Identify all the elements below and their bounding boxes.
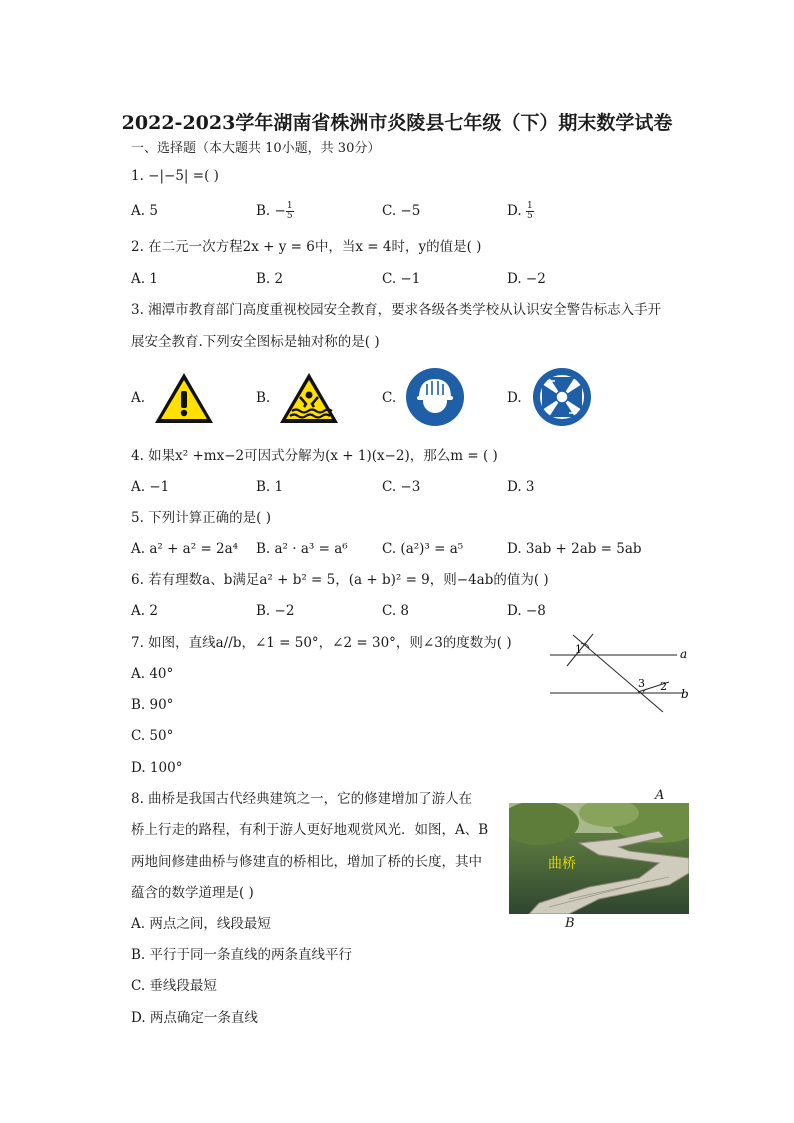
question-1-stem: 1. −|−5| =( ): [131, 168, 219, 184]
q6-option-d: D. −8: [507, 603, 546, 619]
question-6-stem: 6. 若有理数a、b满足a² + b² = 5，(a + b)² = 9，则−4ab的值为( ): [131, 572, 549, 588]
photo-caption: 曲桥: [548, 856, 576, 872]
angle-2-label: 2: [660, 680, 667, 693]
question-8-line1: 8. 曲桥是我国古代经典建筑之一，它的修建增加了游人在: [131, 791, 473, 807]
question-8-line2: 桥上行走的路程，有利于游人更好地观赏风光．如图，A、B: [131, 822, 489, 838]
q2-option-c: C. −1: [382, 271, 421, 287]
q2-option-a: A. 1: [131, 271, 158, 287]
q3-option-b: B.: [256, 390, 271, 406]
q4-option-a: A. −1: [131, 479, 170, 495]
q4-option-c: C. −3: [382, 479, 421, 495]
q5-option-b: B. a² · a³ = a⁶: [256, 541, 348, 557]
section-heading: 一、选择题（本大题共 10小题，共 30分）: [131, 141, 381, 156]
q3-option-c: C.: [382, 390, 397, 406]
parallel-lines-figure: [545, 632, 695, 717]
q8-option-c: C. 垂线段最短: [131, 978, 217, 994]
q1-fraction-b: $\frac{1}{5}$: [286, 201, 293, 221]
q3-option-d: D.: [507, 390, 522, 406]
helmet-mandatory-icon: [405, 367, 465, 427]
q8-option-a: A. 两点之间，线段最短: [131, 916, 271, 932]
q1-fraction-d: $\frac{1}{5}$: [526, 201, 533, 221]
transversal-line: [573, 635, 663, 712]
question-8-line3: 两地间修建曲桥与修建直的桥相比，增加了桥的长度，其中: [131, 854, 482, 870]
q7-option-d: D. 100°: [131, 760, 183, 776]
q2-option-b: B. 2: [256, 271, 284, 287]
q5-option-d: D. 3ab + 2ab = 5ab: [507, 541, 642, 557]
line-b-label: b: [681, 687, 689, 701]
q6-option-c: C. 8: [382, 603, 410, 619]
q7-option-c: C. 50°: [131, 728, 174, 744]
angle-3-label: 3: [638, 677, 645, 690]
q1-option-d: D. $\frac{1}{5}$: [507, 201, 533, 221]
question-2-stem: 2. 在二元一次方程2x + y = 6中，当x = 4时，y的值是( ): [131, 239, 482, 255]
q4-option-b: B. 1: [256, 479, 284, 495]
question-3-line1: 3. 湘潭市教育部门高度重视校园安全教育，要求各级各类学校从认识安全警告标志入手开: [131, 302, 662, 318]
zigzag-bridge-photo: [509, 803, 689, 914]
question-4-stem: 4. 如果x² +mx−2可因式分解为(x + 1)(x−2)，那么m = ( ): [131, 448, 498, 464]
q6-option-b: B. −2: [256, 603, 295, 619]
question-8-line4: 蕴含的数学道理是( ): [131, 885, 254, 901]
q8-option-d: D. 两点确定一条直线: [131, 1010, 258, 1026]
fan-hazard-icon: [531, 367, 593, 427]
line-a-label: a: [680, 647, 688, 661]
q1-option-a: A. 5: [131, 203, 158, 219]
q7-option-a: A. 40°: [131, 666, 174, 682]
q1-option-c: C. −5: [382, 203, 421, 219]
photo-label-a: A: [655, 788, 665, 803]
q2-option-d: D. −2: [507, 271, 546, 287]
q4-option-d: D. 3: [507, 479, 535, 495]
page-title: 2022-2023学年湖南省株洲市炎陵县七年级（下）期末数学试卷: [121, 112, 673, 134]
q6-option-a: A. 2: [131, 603, 158, 619]
question-5-stem: 5. 下列计算正确的是( ): [131, 510, 271, 526]
drowning-warning-icon: [278, 371, 340, 425]
question-3-line2: 展安全教育.下列安全图标是轴对称的是( ): [131, 334, 380, 350]
photo-label-b: B: [565, 916, 575, 931]
warning-exclamation-icon: [153, 371, 215, 425]
q7-option-b: B. 90°: [131, 697, 174, 713]
q1-option-b: B. − $\frac{1}{5}$: [256, 201, 293, 221]
question-7-stem: 7. 如图，直线a//b，∠1 = 50°，∠2 = 30°，则∠3的度数为( ): [131, 635, 512, 651]
q3-option-a: A.: [131, 390, 146, 406]
angle-1-label: 1: [575, 643, 582, 656]
q5-option-c: C. (a²)³ = a⁵: [382, 541, 464, 557]
q8-option-b: B. 平行于同一条直线的两条直线平行: [131, 947, 353, 963]
q5-option-a: A. a² + a² = 2a⁴: [131, 541, 239, 557]
